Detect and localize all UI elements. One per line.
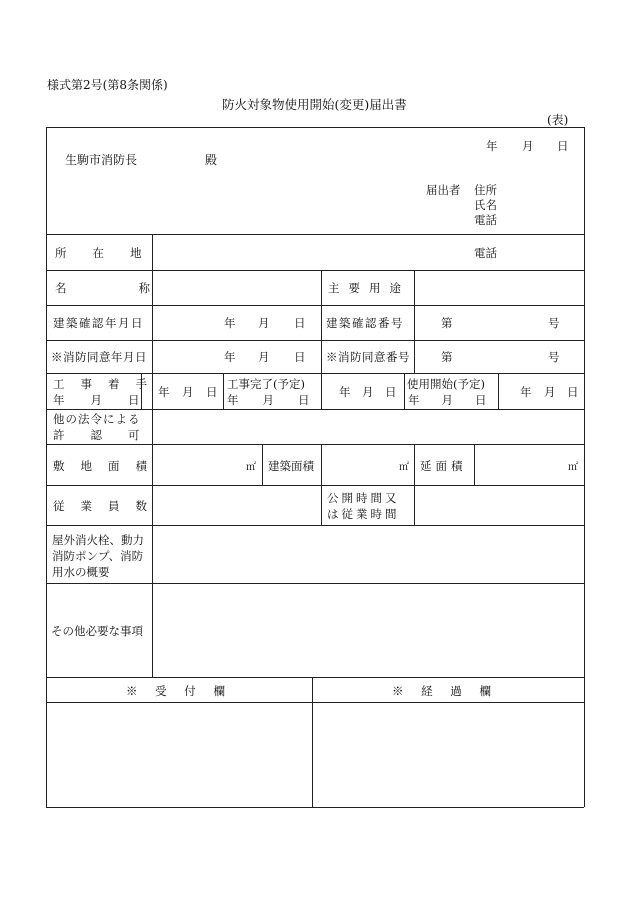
notifier-name-label: 氏名: [474, 198, 497, 212]
reception-column-header: ※ 受 付 欄: [126, 684, 225, 698]
building-confirm-day: 日: [294, 316, 306, 330]
hours-label-line2: は従業時間: [327, 507, 400, 521]
other-items-label: その他必要な事項: [51, 624, 143, 638]
construction-start-label-line1: 工事着手: [53, 377, 163, 391]
location-label: [55, 245, 168, 261]
form-side: (表): [547, 113, 569, 127]
progress-column-header: ※ 経 過 欄: [392, 684, 491, 698]
building-area-unit: ㎡: [399, 462, 409, 473]
building-confirm-number-label: 建築確認番号: [326, 316, 404, 330]
building-confirm-date-label: 建築確認年月日: [53, 316, 144, 330]
construction-complete-day: 日: [385, 385, 397, 399]
construction-complete-label-line2: 年月日: [227, 393, 334, 407]
site-area-label: 敷地面積: [53, 459, 163, 473]
name-label: 名称: [55, 281, 222, 295]
other-law-label-line2: 許認可: [53, 428, 166, 442]
hydrant-label-line3: 用水の概要: [52, 565, 110, 579]
hydrant-label-line1: 屋外消火栓、動力: [52, 533, 144, 547]
recipient-honorific: 殿: [205, 153, 218, 167]
construction-start-year: 年: [158, 385, 170, 399]
fire-consent-dai: 第: [441, 350, 453, 364]
building-area-label: 建築面積: [268, 459, 314, 473]
other-law-label-line1: 他の法令による: [53, 412, 141, 426]
hours-label-line1: 公開時間又: [327, 491, 400, 505]
usage-label: 主要用途: [328, 281, 410, 295]
floor-area-unit: ㎡: [568, 462, 578, 473]
notifier-phone-label: 電話: [474, 213, 497, 227]
form-number: 様式第2号(第8条関係): [47, 78, 168, 92]
date-month-label: 月: [522, 139, 534, 153]
employees-label: 従業員数: [53, 499, 163, 513]
use-start-month: 月: [544, 385, 556, 399]
use-start-label-line2: 年月日: [408, 393, 509, 407]
construction-start-month: 月: [182, 385, 194, 399]
location-label-text: 所在地: [55, 246, 168, 260]
hydrant-label-line2: 消防ポンプ、消防: [52, 549, 144, 563]
building-confirm-go: 号: [548, 316, 560, 330]
construction-complete-month: 月: [362, 385, 374, 399]
fire-consent-month: 月: [258, 350, 270, 364]
construction-start-label-line2: 年月日: [53, 393, 166, 407]
notifier-address-label: 住所: [474, 183, 497, 197]
location-phone-label: 電話: [474, 246, 497, 260]
fire-consent-go: 号: [548, 350, 560, 364]
construction-complete-year: 年: [339, 385, 351, 399]
use-start-year: 年: [520, 385, 532, 399]
use-start-label-line1: 使用開始(予定): [407, 377, 485, 391]
construction-complete-label-line1: 工事完了(予定): [227, 377, 305, 391]
date-day-label: 日: [557, 139, 569, 153]
use-start-day: 日: [567, 385, 579, 399]
floor-area-label: 延面積: [420, 459, 467, 473]
notifier-label: 届出者: [426, 183, 461, 197]
date-year-label: 年: [486, 139, 498, 153]
site-area-unit: ㎡: [246, 462, 256, 473]
construction-start-day: 日: [206, 385, 218, 399]
building-confirm-dai: 第: [441, 316, 453, 330]
fire-consent-year: 年: [224, 350, 236, 364]
fire-consent-day: 日: [294, 350, 306, 364]
fire-consent-number-label: ※消防同意番号: [326, 350, 410, 364]
fire-consent-date-label: ※消防同意年月日: [51, 350, 147, 364]
form-title: 防火対象物使用開始(変更)届出書: [222, 97, 407, 112]
building-confirm-year: 年: [224, 316, 236, 330]
recipient-name: 生駒市消防長: [65, 153, 138, 167]
building-confirm-month: 月: [258, 316, 270, 330]
